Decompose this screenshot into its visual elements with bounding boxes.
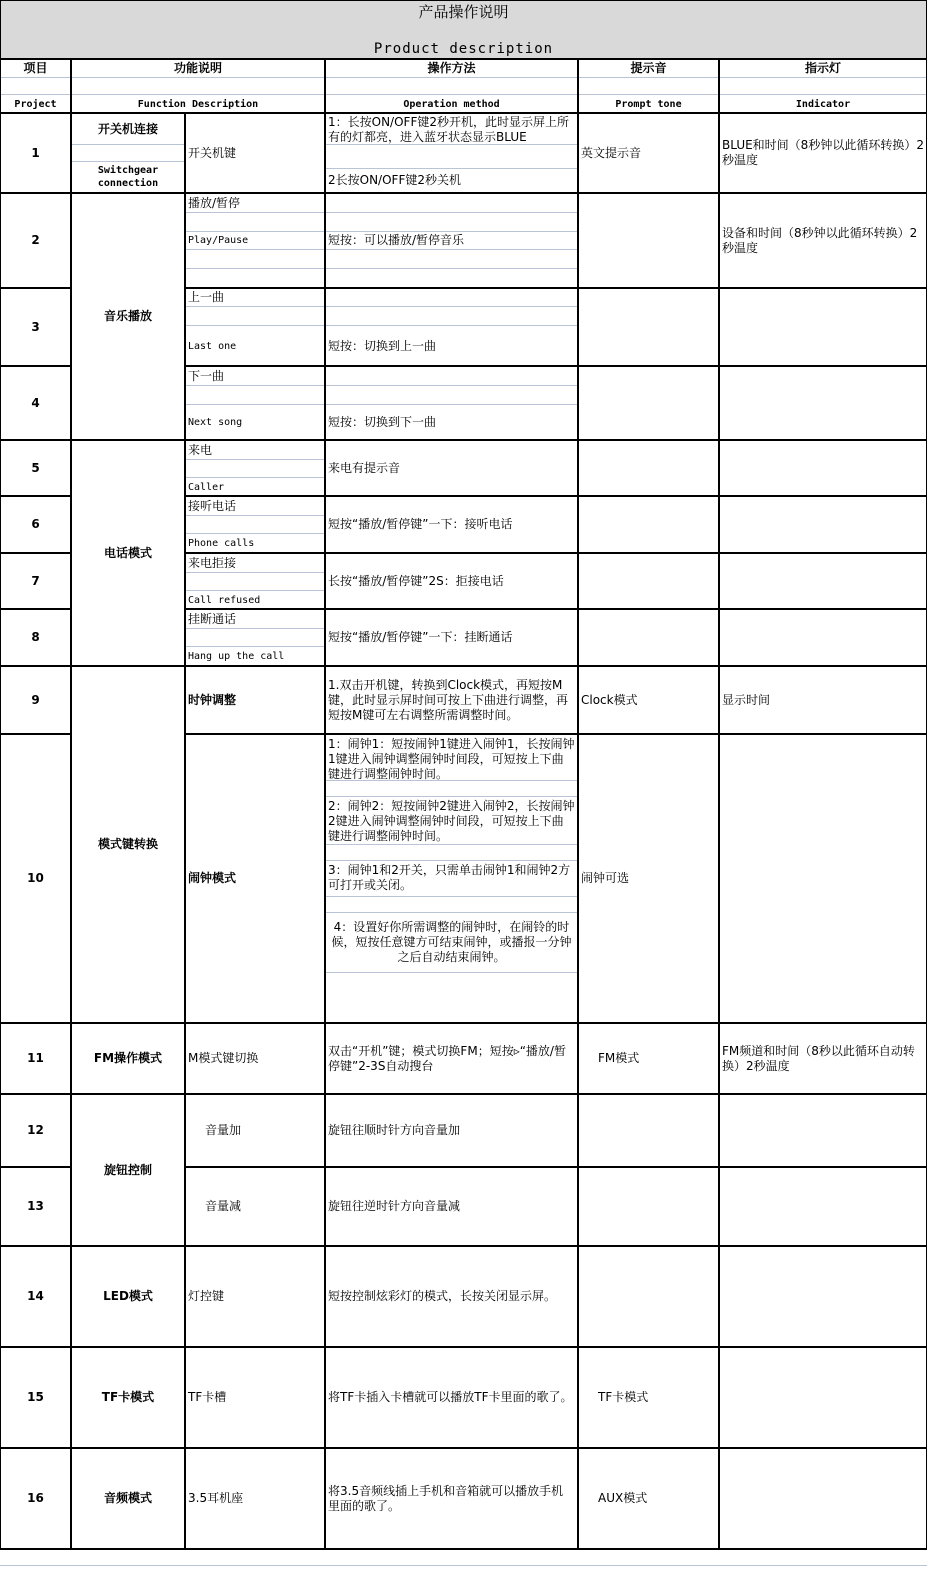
project-no: 11 (27, 1051, 44, 1065)
function-clock-adjust: 时钟调整 (188, 692, 237, 707)
function-reject-en: Call refused (188, 594, 261, 606)
tone-10: 闹钟可选 (581, 871, 630, 885)
indicator-2: 设备和时间（8秒钟以此循环转换）2秒温度 (722, 225, 918, 255)
header-function-zh: 功能说明 (173, 61, 222, 75)
indicator-1: BLUE和时间（8秒钟以此循环转换）2秒温度 (722, 138, 924, 167)
function-caller-en: Caller (188, 481, 225, 493)
method-volume-up: 旋钮往顺时针方向音量加 (328, 1123, 461, 1137)
group-label-mode: 模式键转换 (97, 837, 158, 851)
group-label-audio: 音频模式 (103, 1491, 152, 1505)
function-play-pause-zh: 播放/暂停 (188, 195, 241, 210)
method-power-off: 2长按ON/OFF键2秒关机 (328, 172, 461, 187)
group-label-switch-zh: 开关机连接 (97, 121, 158, 136)
method-audio: 将3.5音频线插上手机和音箱就可以播放手机里面的歌了。 (328, 1483, 564, 1513)
method-volume-down: 旋钮往逆时针方向音量减 (328, 1199, 461, 1213)
project-no: 5 (31, 460, 40, 475)
project-no: 4 (31, 395, 40, 410)
function-caller-zh: 来电 (188, 442, 213, 457)
method-answer: 短按“播放/暂停键”一下：接听电话 (328, 517, 513, 531)
function-next-en: Next song (188, 417, 243, 428)
header-method-en: Operation method (403, 98, 500, 110)
method-play-pause: 短按：可以播放/暂停音乐 (328, 233, 465, 247)
function-hangup-zh: 挂断通话 (188, 611, 237, 626)
function-hangup-en: Hang up the call (188, 651, 285, 662)
method-alarm-3: 3：闹钟1和2开关，只需单击闹钟1和闹钟2方可打开或关闭。 (328, 863, 571, 892)
project-no: 13 (27, 1199, 44, 1213)
header-function-en: Function Description (137, 98, 259, 110)
method-fm: 双击“开机”键；模式切换FM；短按▹“播放/暂停键”2-3S自动搜台 (328, 1043, 566, 1073)
tone-11: FM模式 (598, 1051, 640, 1065)
function-m-key: M模式键切换 (188, 1051, 259, 1065)
header-project-en: Project (14, 98, 57, 110)
function-answer-en: Phone calls (188, 538, 255, 549)
project-no: 3 (31, 319, 40, 334)
method-hangup: 短按“播放/暂停键”一下：挂断通话 (328, 630, 513, 644)
project-no: 2 (31, 233, 40, 247)
tone-1: 英文提示音 (581, 145, 642, 160)
group-label-switch-en: Switchgear connection (97, 165, 159, 189)
group-label-led: LED模式 (103, 1289, 153, 1303)
function-volume-up: 音量加 (205, 1123, 242, 1137)
function-headphone-jack: 3.5耳机座 (188, 1491, 244, 1505)
project-no: 7 (31, 573, 40, 588)
function-answer-zh: 接听电话 (188, 498, 237, 513)
function-volume-down: 音量减 (205, 1199, 242, 1213)
method-tf: 将TF卡插入卡槽就可以播放TF卡里面的歌了。 (328, 1390, 573, 1404)
header-tone-en: Prompt tone (615, 98, 682, 110)
function-tf-slot: TF卡槽 (188, 1390, 227, 1404)
project-no: 16 (27, 1491, 44, 1505)
title-en: Product description (373, 40, 554, 57)
method-reject: 长按“播放/暂停键”2S：拒接电话 (328, 573, 504, 588)
group-label-knob: 旋钮控制 (103, 1162, 152, 1177)
method-prev: 短按：切换到上一曲 (328, 339, 437, 353)
tone-16: AUX模式 (598, 1491, 648, 1505)
function-prev-en: Last one (188, 341, 237, 352)
project-no: 9 (31, 692, 40, 707)
header-tone-zh: 提示音 (630, 61, 667, 75)
group-label-tf: TF卡模式 (101, 1390, 155, 1404)
tone-15: TF卡模式 (598, 1390, 649, 1404)
method-caller: 来电有提示音 (328, 460, 401, 475)
function-next-zh: 下一曲 (188, 368, 225, 383)
header-method-zh: 操作方法 (427, 61, 476, 75)
function-reject-zh: 来电拒接 (188, 555, 237, 570)
method-alarm-1: 1：闹钟1：短按闹钟1键进入闹钟1，长按闹钟1键进入闹钟调整闹钟时间段，可短按上下曲键进行调整闹钟时间。 (328, 737, 575, 781)
method-alarm-4: 4：设置好你所需调整的闹钟时，在闹铃的时候，短按任意键方可结束闹钟，或播报一分钟之后自动结束闹钟。 (331, 920, 572, 964)
header-indicator-en: Indicator (795, 98, 851, 110)
indicator-9: 显示时间 (722, 692, 771, 707)
function-light-key: 灯控键 (188, 1289, 225, 1303)
group-label-phone: 电话模式 (103, 545, 152, 560)
group-label-music: 音乐播放 (103, 309, 152, 323)
indicator-11: FM频道和时间（8秒以此循环自动转换）2秒温度 (722, 1043, 915, 1073)
title-zh: 产品操作说明 (418, 2, 509, 21)
header-project-zh: 项目 (23, 61, 48, 75)
method-power-on: 1：长按ON/OFF键2秒开机，此时显示屏上所有的灯都亮，进入蓝牙状态显示BLUE (328, 115, 569, 144)
project-no: 14 (27, 1289, 44, 1303)
function-play-pause-en: Play/Pause (188, 235, 249, 246)
project-no: 8 (31, 630, 40, 644)
project-no: 10 (27, 871, 44, 885)
function-prev-zh: 上一曲 (188, 290, 225, 304)
function-power-key: 开关机键 (188, 145, 237, 160)
function-alarm-mode: 闹钟模式 (188, 871, 237, 885)
method-led: 短按控制炫彩灯的模式，长按关闭显示屏。 (328, 1289, 557, 1303)
project-no: 1 (31, 145, 40, 160)
tone-9: Clock模式 (581, 692, 638, 707)
method-next: 短按：切换到下一曲 (328, 415, 437, 429)
project-no: 6 (31, 517, 40, 531)
project-no: 15 (27, 1390, 44, 1404)
method-clock: 1.双击开机键，转换到Clock模式，再短按M键，此时显示屏时间可按上下曲进行调整，再短按M键可左右调整所需调整时间。 (328, 677, 569, 722)
method-alarm-2: 2：闹钟2：短按闹钟2键进入闹钟2，长按闹钟2键进入闹钟调整闹钟时间段，可短按上下曲键进行调整闹钟时间。 (328, 799, 575, 843)
project-no: 12 (27, 1123, 44, 1137)
group-label-fm: FM操作模式 (93, 1051, 163, 1065)
header-indicator-zh: 指示灯 (804, 61, 841, 75)
